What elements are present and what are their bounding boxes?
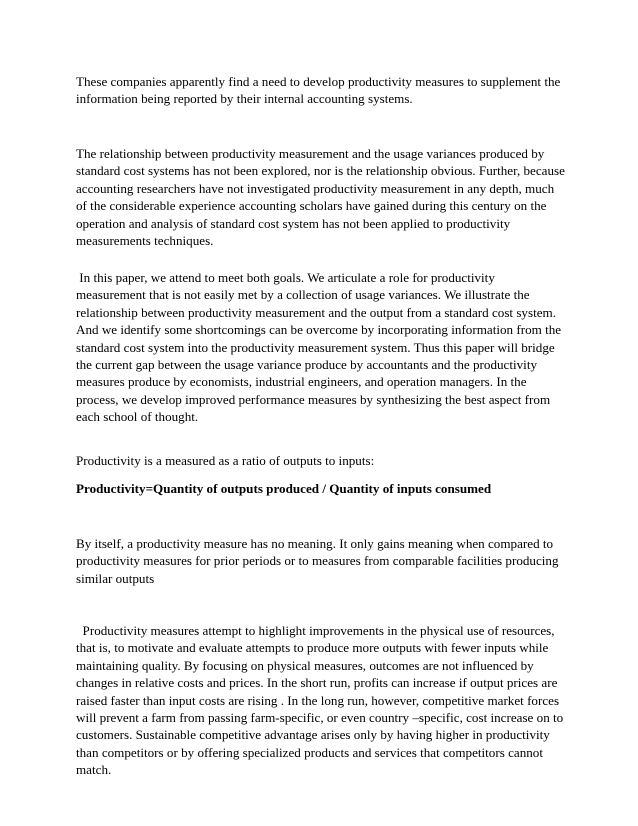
paragraph-intro: These companies apparently find a need to develop productivity measures to supplement the information being reported by their internal accounting systems. xyxy=(76,74,561,107)
paragraph-goals: In this paper, we attend to meet both goals. We articulate a role for productivity measurement that is not easily met by a collection of usage variances. We illustrate the relationship between productivity measurement and the output from a standard cost system. And we identify some shortcomings can be overcome by incorporating information from the standard cost system into the productivity measurement system. Thus this paper will bridge the current gap between the usage variance produce by accountants and the productivity measures produce by economists, industrial engineers, and operation managers. In the process, we develop improved performance measures by synthesizing the best aspect from each school of thought. xyxy=(76,270,562,425)
paragraph-relationship: The relationship between productivity measurement and the usage variances produced by standard cost systems has not been explored, nor is the relationship obvious. Further, because accounting researchers have not investigated productivity measurement in any depth, much of the considerable experience accounting scholars have gained during this century on the operation and analysis of standard cost system has not been applied to productivity measurements techniques. xyxy=(76,146,565,249)
productivity-formula: Productivity=Quantity of outputs produced / Quantity of inputs consumed xyxy=(76,481,492,496)
paragraph-definition: Productivity is a measured as a ratio of outputs to inputs: xyxy=(76,453,375,468)
paragraph-meaning: By itself, a productivity measure has no meaning. It only gains meaning when compared to productivity measures for prior periods or to measures from comparable facilities producing similar outputs xyxy=(76,536,559,586)
paragraph-improvements: Productivity measures attempt to highlight improvements in the physical use of resources, that is, to motivate and evaluate attempts to produce more outputs with fewer inputs while maintaining quality. By focusing on physical measures, outcomes are not influenced by changes in relative costs and prices. In the short run, profits can increase if output prices are raised faster than input costs are rising . In the long run, however, competitive market forces will prevent a farm from passing farm-specific, or even country –specific, cost increase on to customers. Sustainable competitive advantage arises only by having higher in productivity than competitors or by offering specialized products and services that competitors cannot match. xyxy=(76,623,564,778)
